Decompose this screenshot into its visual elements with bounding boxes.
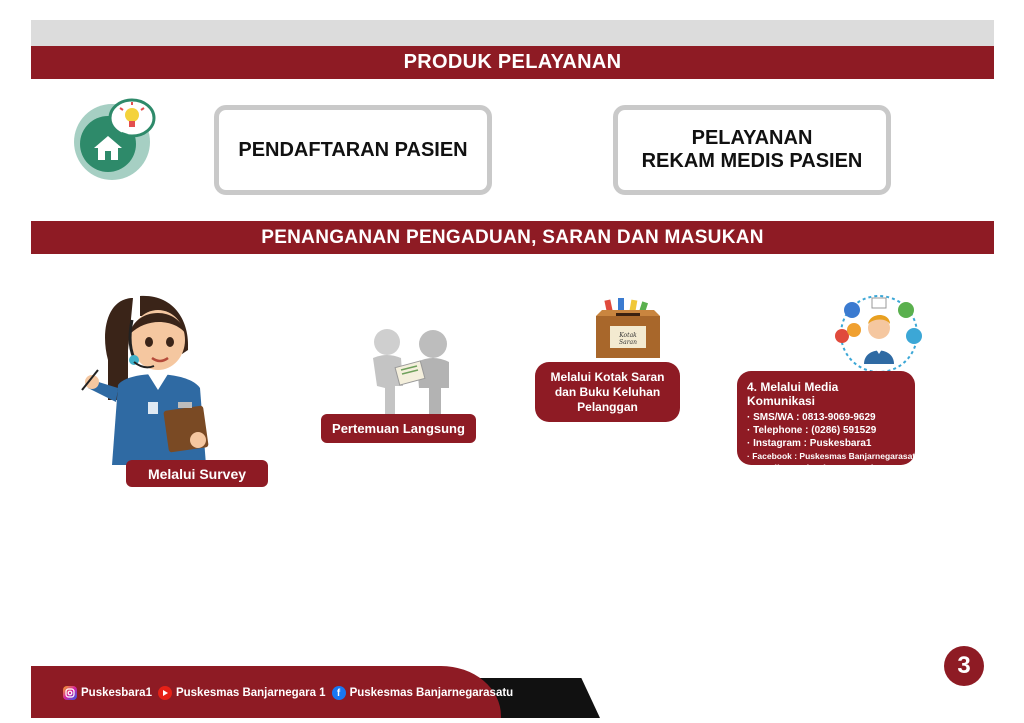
media-item-facebook: · Facebook : Puskesmas Banjarnegarasatu (747, 451, 921, 461)
section-title-produk-text: PRODUK PELAYANAN (403, 51, 622, 73)
handshake-figures-illustration (365, 326, 455, 416)
media-item-instagram: · Instagram : Puskesbara1 (747, 438, 872, 449)
top-gray-bar (31, 20, 994, 46)
service-rekam-medis-line2: REKAM MEDIS PASIEN (641, 150, 863, 172)
footer-social-links (63, 686, 513, 700)
home-lightbulb-icon (72, 96, 162, 186)
service-pendaftaran-label: PENDAFTARAN PASIEN (238, 138, 468, 161)
box-label-line3: Pelanggan (577, 399, 638, 414)
section-title-pengaduan-text: PENANGANAN PENGADUAN, SARAN DAN MASUKAN (261, 226, 764, 248)
media-title: 4. Melalui Media Komunikasi (747, 380, 839, 408)
section-title-pengaduan (31, 221, 994, 254)
meeting-label: Pertemuan Langsung (332, 421, 465, 436)
media-item-email: · Email : puskesbara1@yahoo.co.id (747, 464, 916, 475)
service-rekam-medis (613, 105, 891, 195)
facebook-icon: f (332, 686, 346, 700)
media-item-telephone: · Telephone : (0286) 591529 (747, 425, 877, 436)
suggestion-box-label-pill (535, 362, 680, 422)
meeting-label-pill (321, 414, 476, 443)
footer-instagram[interactable] (63, 686, 152, 700)
youtube-icon (158, 686, 172, 700)
footer-youtube-text: Puskesmas Banjarnegara 1 (175, 687, 326, 699)
footer-facebook[interactable] (332, 686, 514, 700)
media-item-sms: · SMS/WA : 0813-9069-9629 (747, 412, 876, 423)
box-label-line2: dan Buku Keluhan (554, 384, 661, 399)
footer-instagram-text: Puskesbara1 (81, 687, 152, 699)
service-pendaftaran-pasien (214, 105, 492, 195)
operator-woman-illustration (78, 290, 218, 465)
footer-youtube[interactable] (158, 686, 326, 700)
survey-label: Melalui Survey (147, 465, 247, 482)
suggestion-box-illustration (592, 296, 664, 362)
instagram-icon (63, 686, 77, 700)
survey-label-pill (126, 460, 268, 487)
media-communication-card (737, 371, 921, 475)
page-number: 3 (957, 652, 971, 679)
customer-service-media-illustration (834, 294, 924, 374)
footer-facebook-text: Puskesmas Banjarnegarasatu (349, 687, 514, 699)
service-rekam-medis-line1: PELAYANAN (691, 127, 813, 149)
suggestion-box-sign: Kotak Saran (619, 332, 637, 346)
section-title-produk (31, 46, 994, 79)
box-label-line1: Melalui Kotak Saran (550, 369, 665, 384)
page-number-badge (944, 646, 984, 686)
